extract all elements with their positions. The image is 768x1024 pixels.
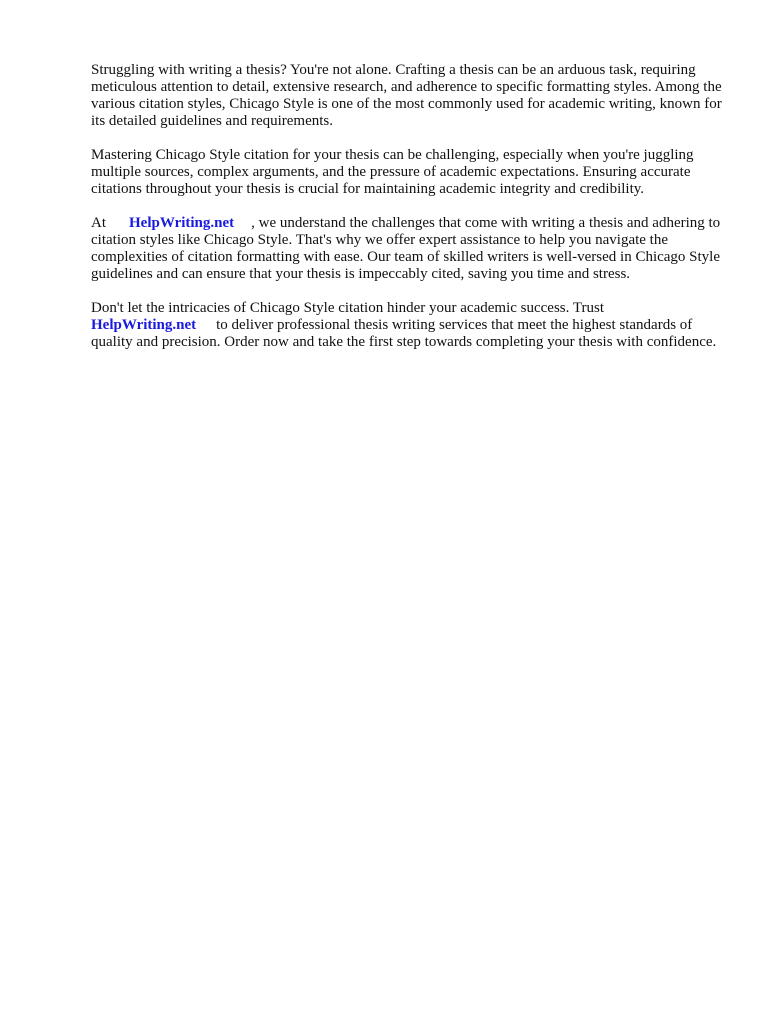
paragraph-offer [91, 215, 731, 283]
paragraph-mastering-text: Mastering Chicago Style citation for your thesis can be challenging, especially when you're juggling multiple sources, complex arguments, and the pressure of academic expectations. Ensuring accurate citations throughout your thesis is crucial for maintaining academic integrity and credibility. [91, 147, 694, 197]
paragraph-intro-text: Struggling with writing a thesis? You're not alone. Crafting a thesis can be an arduous task, requiring meticulous attention to detail, extensive research, and adherence to specific formatting styles. Among the various citation styles, Chicago Style is one of the most commonly used for academic writing, known for its detailed guidelines and requirements. [91, 62, 722, 129]
paragraph-intro [91, 62, 731, 130]
paragraph-offer-lead: At [91, 215, 106, 231]
paragraph-mastering [91, 147, 731, 198]
document-body [91, 62, 731, 367]
paragraph-offer-rest: , we understand the challenges that come with writing a thesis and adhering to citation styles like Chicago Style. That's why we offer expert assistance to help you navigate the complexities of citation formatting with ease. Our team of skilled writers is well-versed in Chicago Style guidelines and can ensure that your thesis is impeccably cited, saving you time and stress. [91, 215, 721, 282]
paragraph-trust-lead: Don't let the intricacies of Chicago Style citation hinder your academic success. Trust [91, 300, 604, 316]
helpwriting-link-2[interactable]: HelpWriting.net [91, 317, 197, 333]
paragraph-trust-rest: to deliver professional thesis writing services that meet the highest standards of quality and precision. Order now and take the first step towards completing your thesis with confidence. [91, 317, 717, 350]
paragraph-trust [91, 300, 731, 351]
helpwriting-link-1[interactable]: HelpWriting.net [129, 215, 235, 231]
